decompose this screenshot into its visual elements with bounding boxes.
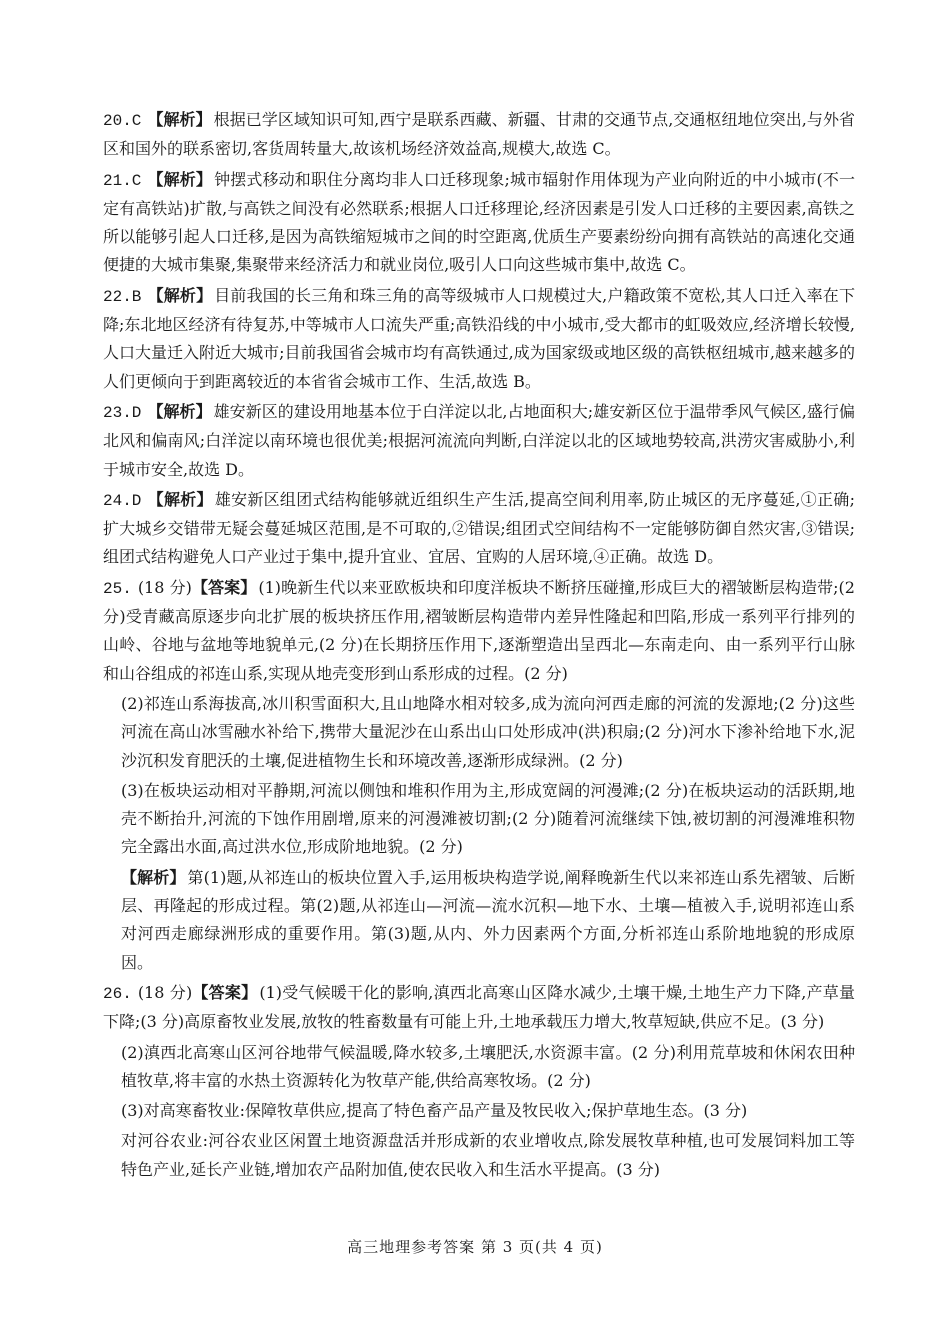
answer-part-2: (2)祁连山系海拔高,冰川积雪面积大,且山地降水相对较多,成为流向河西走廊的河流的发源地;(2 分)这些河流在高山冰雪融水补给下,携带大量泥沙在山系出山口处形成冲(洪)积扇;(2 分)河水下渗补给地下水,泥沙沉积发育肥沃的土壤,促进植物生长和环境改善,逐渐形成绿洲。(2 分): [121, 693, 855, 770]
answer-text: 根据已学区域知识可知,西宁是联系西藏、新疆、甘肃的交通节点,交通枢纽地位突出,与外省区和国外的联系密切,客货周转量大,故该机场经济效益高,规模大,故选 C。: [103, 110, 855, 159]
answer-part-3: (3)在板块运动相对平静期,河流以侧蚀和堆积作用为主,形成宽阔的河漫滩;(2 分)在板块运动的活跃期,地壳不断抬升,河流的下蚀作用剧增,原来的河漫滩被切割;(2 分)随着河流继续下蚀,被切割的河漫滩堆积物完全露出水面,高过洪水位,形成阶地地貌。(2 分): [121, 780, 855, 857]
answer-part-3: (3)对高寒畜牧业:保障牧草供应,提高了特色畜产品产量及牧民收入;保护草地生态。(3 分): [121, 1101, 748, 1121]
answer-item-25: [103, 574, 855, 688]
answer-tag: 【答案】: [191, 577, 257, 597]
question-number: 25.: [103, 579, 132, 598]
score-label: (18 分): [137, 982, 193, 1002]
analysis-paragraph: [121, 864, 855, 977]
question-number: 21.C: [103, 171, 142, 190]
answer-text: 目前我国的长三角和珠三角的高等级城市人口规模过大,户籍政策不宽松,其人口迁入率在下降;东北地区经济有待复苏,中等城市人口流失严重;高铁沿线的中小城市,受大都市的虹吸效应,经济增长较慢,人口大量迁入附近大城市;目前我国省会城市均有高铁通过,成为国家级或地区级的高铁枢纽城市,越来越多的人们更倾向于到距离较近的本省省会城市工作、生活,故选 B。: [103, 285, 855, 391]
answer-part-1: (1)晚新生代以来亚欧板块和印度洋板块不断挤压碰撞,形成巨大的褶皱断层构造带;(2 分)受青藏高原逐步向北扩展的板块挤压作用,褶皱断层构造带内差异性隆起和凹陷,形成一系列平行排列的山岭、谷地与盆地等地貌单元,(2 分)在长期挤压作用下,逐渐塑造出呈西北—东南走向、由一系列平行山脉和山谷组成的祁连山系,实现从地壳变形到山系形成的过程。(2 分): [103, 577, 855, 683]
answer-text: 雄安新区组团式结构能够就近组织生产生活,提高空间利用率,防止城区的无序蔓延,①正确;扩大城乡交错带无疑会蔓延城区范围,是不可取的,②错误;组团式空间结构不一定能够防御自然灾害,③错误;组团式结构避免人口产业过于集中,提升宜业、宜居、宜购的人居环境,④正确。故选 D。: [103, 489, 855, 567]
analysis-tag: 【解析】: [121, 867, 186, 887]
analysis-text: 第(1)题,从祁连山的板块位置入手,运用板块构造学说,阐释晚新生代以来祁连山系先褶皱、后断层、再隆起的形成过程。第(2)题,从祁连山—河流—流水沉积—地下水、土壤—植被入手,说明祁连山系对河西走廊绿洲形成的重要作用。第(3)题,从内、外力因素两个方面,分析祁连山系阶地地貌的形成原因。: [121, 867, 855, 972]
answer-part-2: (2)滇西北高寒山区河谷地带气候温暖,降水较多,土壤肥沃,水资源丰富。(2 分)利用荒草坡和休闲农田种植牧草,将丰富的水热土资源转化为牧草产能,供给高寒牧场。(2 分): [121, 1042, 855, 1090]
analysis-tag: 【解析】: [147, 110, 212, 129]
answer-text: 钟摆式移动和职住分离均非人口迁移现象;城市辐射作用体现为产业向附近的中小城市(不一定有高铁站)扩散,与高铁之间没有必然联系;根据人口迁移理论,经济因素是引发人口迁移的主要因素,高铁之所以能够引起人口迁移,是因为高铁缩短城市之间的时空距离,优质生产要素纷纷向拥有高铁站的高速化交通便捷的大城市集聚,集聚带来经济活力和就业岗位,吸引人口向这些城市集中,故选 C。: [103, 169, 855, 275]
answer-part-4: 对河谷农业:河谷农业区闲置土地资源盘活并形成新的农业增收点,除发展牧草种植,也可发展饲料加工等特色产业,延长产业链,增加农产品附加值,使农民收入和生活水平提高。(3 分): [121, 1131, 855, 1179]
analysis-tag: 【解析】: [147, 169, 213, 189]
answer-item-22: [103, 282, 855, 396]
question-number: 23.D: [103, 403, 142, 422]
analysis-tag: 【解析】: [147, 401, 212, 421]
answer-text: 雄安新区的建设用地基本位于白洋淀以北,占地面积大;雄安新区位于温带季风气候区,盛行偏北风和偏南风;白洋淀以南环境也很优美;根据河流流向判断,白洋淀以北的区域地势较高,洪涝灾害威胁小,利于城市安全,故选 D。: [103, 401, 855, 479]
answer-item-24: [103, 486, 855, 572]
answer-item-26: [103, 979, 855, 1037]
score-label: (18 分): [137, 577, 192, 597]
page-footer: 高三地理参考答案 第 3 页(共 4 页): [347, 1238, 603, 1256]
answer-tag: 【答案】: [192, 982, 258, 1002]
answer-item-21: [103, 166, 855, 280]
question-number: 20.C: [103, 112, 142, 130]
analysis-tag: 【解析】: [147, 489, 213, 509]
question-number: 24.D: [103, 491, 142, 510]
answer-part-1: (1)受气候暖干化的影响,滇西北高寒山区降水减少,土壤干燥,土地生产力下降,产草量下降;(3 分)高原畜牧业发展,放牧的牲畜数量有可能上升,土地承载压力增大,牧草短缺,供应不足。(3 分): [103, 982, 855, 1032]
question-number: 22.B: [103, 287, 142, 306]
question-number: 26.: [103, 984, 132, 1003]
answer-item-23: [103, 398, 855, 484]
answer-item-20: [103, 106, 855, 164]
analysis-tag: 【解析】: [147, 285, 213, 305]
answer-page: [103, 106, 855, 1186]
